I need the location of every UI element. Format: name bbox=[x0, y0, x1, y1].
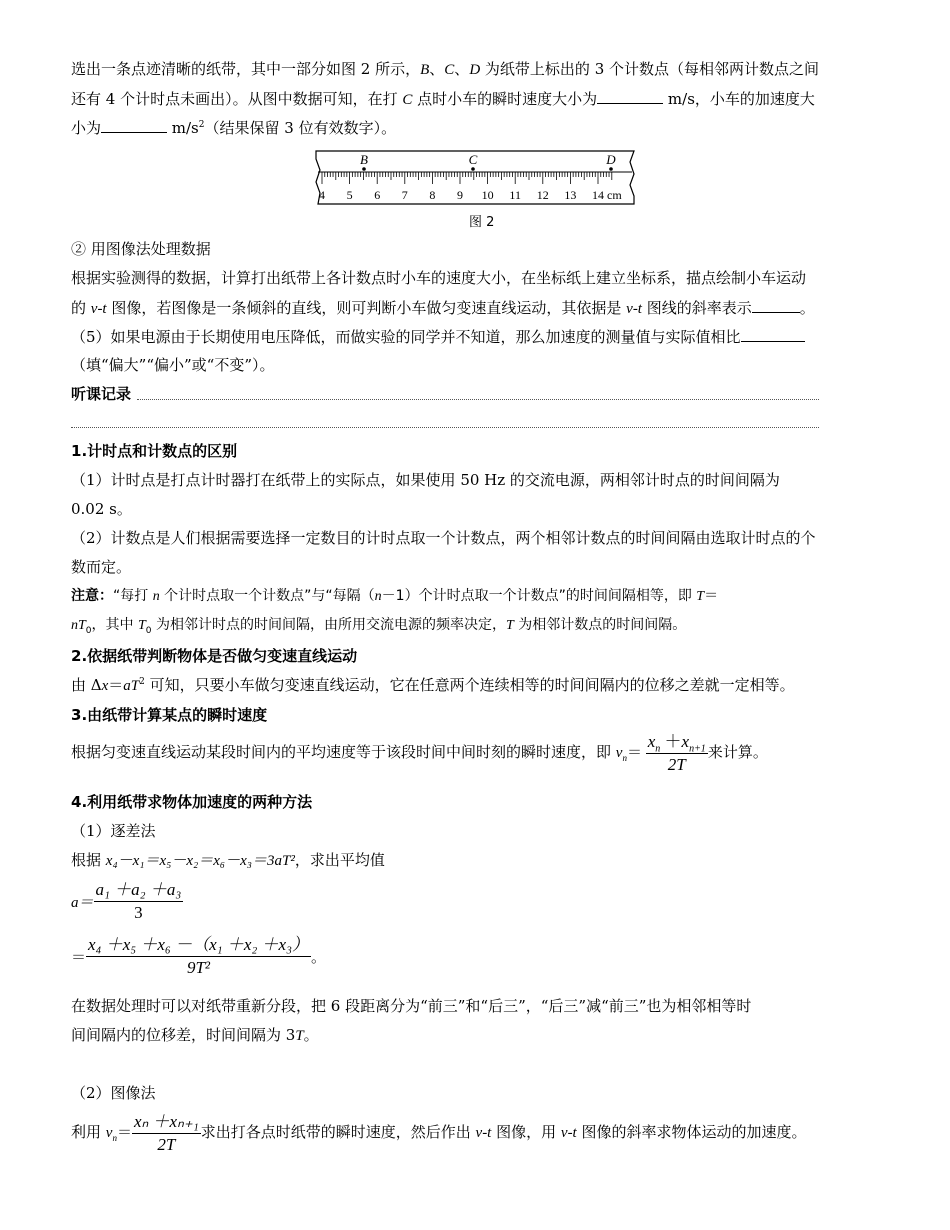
fraction-denominator: 3 bbox=[134, 903, 143, 922]
text: 利用 bbox=[71, 1122, 106, 1141]
text: ，求出平均值 bbox=[294, 851, 385, 869]
paragraph-line: 根据实验测得的数据，计算打出纸带上各计数点时小车的速度大小，在坐标纸上建立坐标系，描点绘制小车运动 bbox=[71, 269, 807, 287]
note-line bbox=[71, 615, 686, 636]
figure-caption: 图 2 bbox=[469, 215, 495, 230]
math-text: x bbox=[647, 732, 656, 751]
text: 。 bbox=[799, 299, 815, 317]
note-line bbox=[71, 586, 718, 607]
ruler-label: 11 bbox=[509, 188, 521, 202]
text: 可知，只要小车做匀变速直线运动，它在任意两个连续相等的时间间隔内的位移之差就一定相等。 bbox=[144, 676, 795, 694]
text: 个计时点取一个计数点”与“每隔（ bbox=[159, 588, 375, 604]
text: 图像的斜率求物体运动的加速度。 bbox=[576, 1122, 807, 1141]
ruler-label: 9 bbox=[457, 188, 463, 202]
paragraph-line bbox=[71, 326, 805, 347]
text: 图线的斜率表示 bbox=[641, 299, 752, 317]
paragraph-line: （填“偏大”“偏小”或“不变”）。 bbox=[71, 356, 275, 374]
paragraph-line: （1）计时点是打点计时器打在纸带上的实际点，如果使用 50 Hz 的交流电源，两相邻计时点的时间间隔为 bbox=[71, 471, 780, 489]
point-label: C bbox=[444, 62, 455, 78]
math-text: nT bbox=[71, 618, 86, 633]
math-text: x bbox=[101, 678, 109, 694]
superscript: 2 bbox=[139, 677, 145, 687]
text: 由 Δ bbox=[71, 676, 102, 694]
tape-point bbox=[471, 167, 475, 171]
text: 小为 bbox=[71, 119, 102, 137]
fraction-numerator: xₙ ＋xₙ₊₁ bbox=[132, 1111, 201, 1134]
text: 。 bbox=[311, 950, 327, 966]
math-text: v-t bbox=[560, 1124, 577, 1141]
text: 间间隔内的位移差，时间间隔为 3 bbox=[71, 1026, 296, 1044]
notes-line[interactable] bbox=[137, 399, 819, 400]
number: 1 bbox=[71, 442, 82, 460]
text: .依据纸带判断物体是否做匀变速直线运动 bbox=[81, 647, 358, 665]
number: 4 bbox=[71, 793, 82, 811]
formula-a2 bbox=[71, 934, 326, 979]
text: －1）个计时点取一个计数点”的时间间隔相等，即 bbox=[381, 588, 697, 604]
fraction-denominator: 9T² bbox=[186, 958, 211, 977]
number: 2 bbox=[71, 647, 82, 665]
paragraph-line bbox=[71, 88, 815, 110]
fraction-diff bbox=[86, 934, 311, 979]
fraction-numerator: a₁ ＋a₂ ＋a₃ bbox=[94, 879, 184, 902]
point-label: C bbox=[402, 92, 413, 108]
fraction-numerator: x₄ ＋x₅ ＋x₆ －（x₁ ＋x₂ ＋x₃） bbox=[86, 934, 311, 957]
point-heading bbox=[71, 705, 267, 725]
math-text: n bbox=[152, 589, 160, 604]
fraction-a bbox=[94, 879, 184, 924]
subscript: n bbox=[112, 1132, 117, 1143]
text: 图像，用 bbox=[491, 1122, 561, 1141]
text: 根据匀变速直线运动某段时间内的平均速度等于该段时间中间时刻的瞬时速度，即 bbox=[71, 742, 616, 761]
math-text: v bbox=[615, 744, 623, 761]
ruler-label: 10 bbox=[481, 188, 494, 202]
point-heading bbox=[71, 441, 237, 461]
notes-line[interactable] bbox=[71, 427, 819, 428]
math-text: x bbox=[681, 732, 690, 751]
ruler-label: 4 bbox=[319, 188, 325, 202]
paragraph-line bbox=[71, 1025, 319, 1046]
section-title: ② 用图像法处理数据 bbox=[71, 240, 211, 258]
ruler-figure bbox=[314, 148, 638, 210]
point-label: B bbox=[420, 62, 430, 78]
text: 。 bbox=[303, 1026, 319, 1044]
math-text: v-t bbox=[626, 301, 642, 317]
text: 为相邻计数点的时间间隔。 bbox=[513, 617, 687, 633]
math-text: v-t bbox=[475, 1124, 492, 1141]
subscript: 0 bbox=[145, 625, 152, 636]
paragraph-line bbox=[71, 850, 385, 871]
tape-point-label: D bbox=[606, 152, 616, 167]
method-title: （1）逐差法 bbox=[71, 822, 156, 840]
fraction-denominator: 2T bbox=[667, 755, 686, 774]
tape-point bbox=[362, 167, 366, 171]
text: ＝ bbox=[626, 744, 642, 761]
ruler-label: 5 bbox=[346, 188, 353, 202]
math-text: x₄－x₁＝x₅－x₂＝x₆－x₃＝3aT² bbox=[105, 853, 295, 869]
subscript: 0 bbox=[85, 625, 92, 636]
ruler-label: 14 cm bbox=[592, 188, 622, 202]
text: （5）如果电源由于长期使用电压降低，而做实验的同学并不知道，那么加速度的测量值与实际值相比 bbox=[71, 328, 741, 346]
text: 还有 4 个计时点未画出）。从图中数据可知，在打 bbox=[71, 90, 403, 108]
text: 点时小车的瞬时速度大小为 bbox=[412, 90, 598, 108]
math-text: a＝ bbox=[71, 895, 94, 911]
subscript: n bbox=[655, 743, 661, 755]
point-heading bbox=[71, 646, 357, 666]
note-label: 注意： bbox=[71, 588, 113, 604]
math-text: aT bbox=[123, 678, 140, 694]
math-text: T bbox=[137, 618, 146, 633]
math-text: T bbox=[295, 1028, 304, 1044]
text: （结果保留 3 位有效数字）。 bbox=[204, 119, 397, 137]
point-label: D bbox=[469, 62, 481, 78]
paragraph-line: 在数据处理时可以对纸带重新分段，把 6 段距离分为“前三”和“后三”，“后三”减“前三”也为相邻相等时 bbox=[71, 997, 752, 1015]
text: .由纸带计算某点的瞬时速度 bbox=[81, 706, 268, 724]
math-text: n bbox=[374, 589, 382, 604]
text: 、 bbox=[429, 60, 445, 78]
text: m/s bbox=[167, 119, 199, 137]
answer-blank[interactable] bbox=[101, 117, 167, 133]
velocity-fraction bbox=[132, 1111, 201, 1156]
text: 为纸带上标出的 3 个计数点（每相邻两计数点之间 bbox=[480, 60, 820, 78]
text: ＝ bbox=[116, 1124, 132, 1141]
math-text: v-t bbox=[90, 301, 107, 317]
ruler-label: 13 bbox=[564, 188, 577, 202]
tape-point bbox=[609, 167, 613, 171]
tape-point-label: B bbox=[360, 152, 368, 167]
answer-blank[interactable] bbox=[741, 326, 805, 342]
answer-blank[interactable] bbox=[597, 88, 663, 104]
math-text: T bbox=[696, 589, 705, 604]
tape-point-label: C bbox=[468, 152, 478, 167]
text: 图像，若图像是一条倾斜的直线，则可判断小车做匀变速直线运动，其依据是 bbox=[106, 299, 627, 317]
ruler-label: 6 bbox=[374, 188, 381, 202]
text: ＋ bbox=[660, 732, 682, 751]
text: 、 bbox=[454, 60, 470, 78]
text: ＝ bbox=[108, 676, 124, 694]
text: ，其中 bbox=[91, 617, 138, 633]
method-title: （2）图像法 bbox=[71, 1084, 156, 1102]
answer-blank[interactable] bbox=[752, 297, 800, 313]
notes-label: 听课记录 bbox=[71, 385, 132, 403]
text: 求出打各点时纸带的瞬时速度，然后作出 bbox=[200, 1122, 476, 1141]
text: “每打 bbox=[113, 588, 153, 604]
text: 来计算。 bbox=[707, 742, 768, 761]
number: 3 bbox=[71, 706, 82, 724]
velocity-fraction bbox=[646, 731, 708, 776]
math-text: v bbox=[105, 1124, 113, 1141]
paragraph-line bbox=[71, 59, 819, 80]
text: ＝ bbox=[71, 950, 87, 966]
math-text: T bbox=[505, 618, 514, 633]
ruler-label: 7 bbox=[401, 188, 408, 202]
paragraph-line: 0.02 s。 bbox=[71, 500, 132, 518]
paragraph-line bbox=[71, 675, 795, 696]
point-heading bbox=[71, 792, 312, 812]
text: 为相邻计时点的时间间隔，由所用交流电源的频率决定， bbox=[151, 617, 506, 633]
text: .利用纸带求物体加速度的两种方法 bbox=[81, 793, 313, 811]
paragraph-line: 数而定。 bbox=[71, 558, 132, 576]
ruler-label: 12 bbox=[536, 188, 549, 202]
text: 的 bbox=[71, 299, 91, 317]
paragraph-line bbox=[71, 117, 396, 138]
text: 根据 bbox=[71, 851, 106, 869]
paragraph-line: （2）计数点是人们根据需要选择一定数目的计时点取一个计数点，两个相邻计数点的时间间隔由选取计时点的个 bbox=[71, 529, 816, 547]
text: 选出一条点迹清晰的纸带，其中一部分如图 2 所示， bbox=[71, 60, 421, 78]
text: ＝ bbox=[704, 588, 719, 604]
superscript: 2 bbox=[198, 120, 205, 130]
formula-line bbox=[71, 731, 768, 776]
fraction-numerator bbox=[646, 731, 708, 754]
text: .计时点和计数点的区别 bbox=[81, 442, 238, 460]
fraction-denominator: 2T bbox=[157, 1135, 176, 1154]
subscript: n bbox=[622, 752, 627, 763]
formula-line bbox=[71, 1111, 807, 1156]
subscript: n+1 bbox=[689, 743, 706, 755]
paragraph-line bbox=[71, 297, 815, 319]
text: m/s，小车的加速度大 bbox=[663, 90, 815, 108]
formula-a bbox=[71, 879, 183, 924]
ruler-label: 8 bbox=[429, 188, 436, 202]
